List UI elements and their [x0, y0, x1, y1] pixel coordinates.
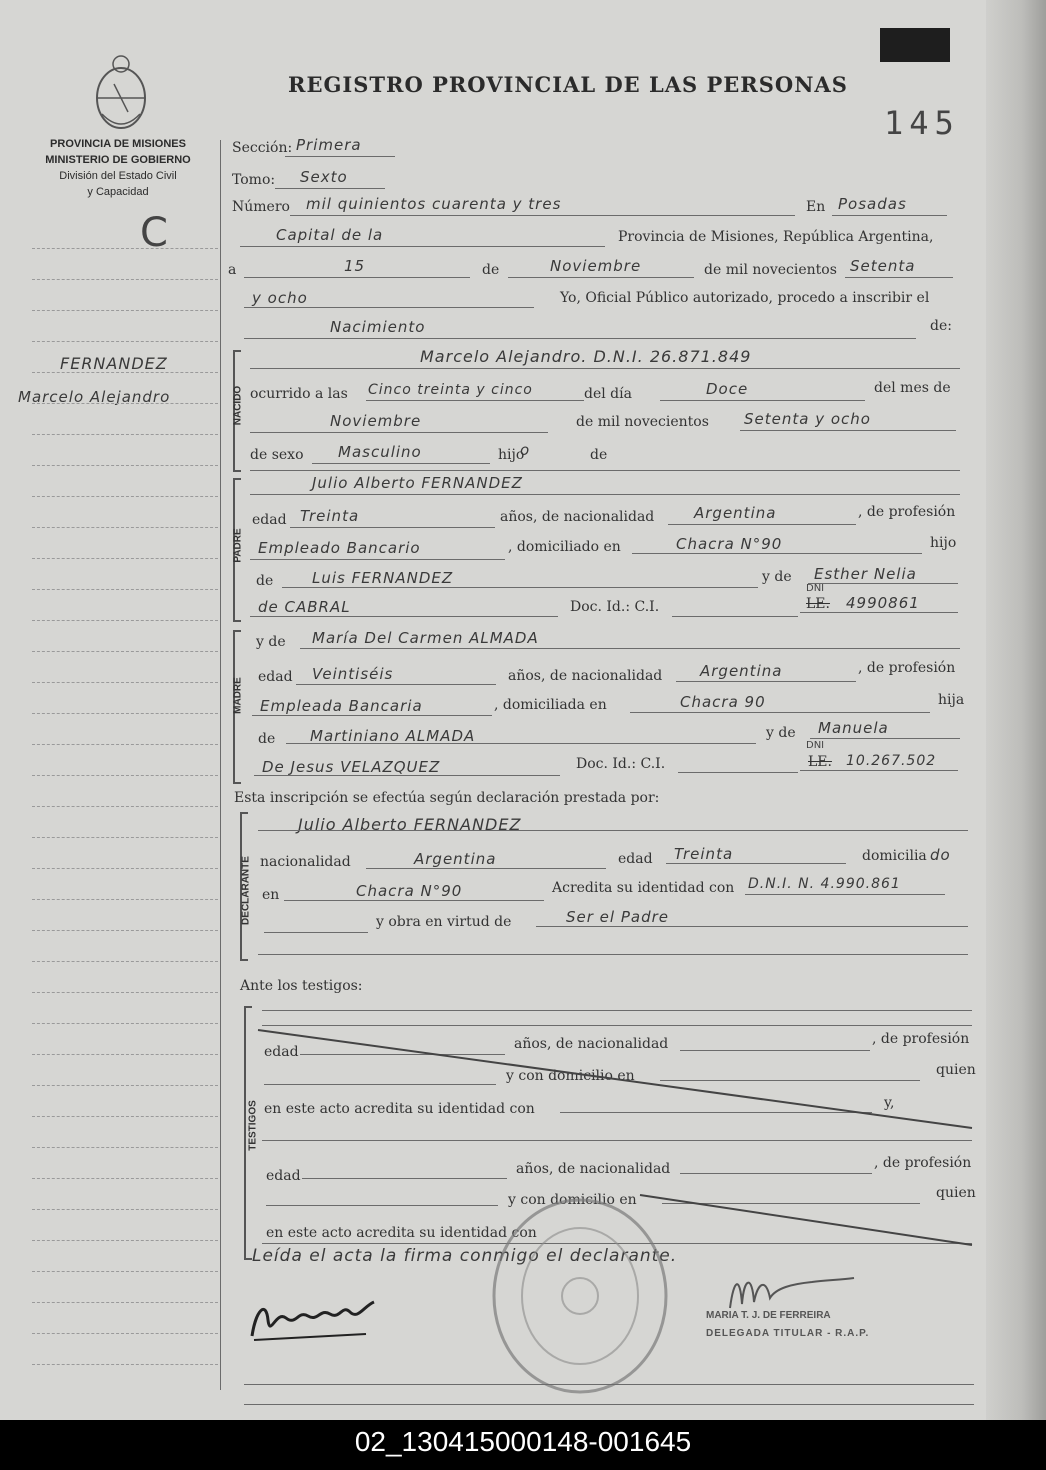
birth-year-value: Setenta y ocho — [744, 410, 871, 428]
day-value: 15 — [344, 257, 366, 275]
margin-given-names: Marcelo Alejandro — [18, 388, 171, 406]
padre-prof-label: , de profesión — [858, 504, 956, 520]
testigo2-dom-label: y con domicilio en — [508, 1192, 637, 1208]
section-padre: PADRE — [232, 528, 244, 563]
del-mes-label: del mes de — [874, 380, 951, 396]
madre-edad-label: edad — [258, 669, 293, 685]
padre-nac-label: años, de nacionalidad — [500, 509, 655, 525]
madre-yde2-label: y de — [766, 725, 796, 741]
testigo1-quien-label: quien — [936, 1062, 976, 1078]
city-value: Posadas — [838, 195, 907, 213]
padre-doc-type: LE. — [806, 596, 830, 612]
testigo1-dom-label: y con domicilio en — [506, 1068, 635, 1084]
city-continuation: Capital de la — [276, 226, 384, 244]
padre-de-label: de — [256, 573, 274, 589]
testigo2-edad-label: edad — [266, 1168, 301, 1184]
del-dia-label: del día — [584, 386, 632, 402]
hijo-label: hijo — [498, 447, 525, 463]
section-nacido: NACIDO — [232, 385, 244, 426]
father-age: Treinta — [300, 507, 360, 525]
a-label: a — [228, 262, 237, 278]
padre-hijo-label: hijo — [930, 535, 957, 551]
testigo2-quien-label: quien — [936, 1185, 976, 1201]
mother-name: María Del Carmen ALMADA — [312, 629, 539, 647]
month-value: Noviembre — [550, 257, 642, 275]
madre-yde-label: y de — [256, 634, 286, 650]
tomo-value: Sexto — [300, 168, 348, 186]
seccion-label: Sección: — [232, 140, 293, 156]
declarant-reason: Ser el Padre — [566, 908, 670, 926]
year-label: de mil novecientos — [704, 262, 837, 278]
declarant-id: D.N.I. N. 4.990.861 — [748, 876, 901, 892]
birth-month-value: Noviembre — [330, 412, 422, 430]
father-nationality: Argentina — [694, 504, 777, 522]
numero-value: mil quinientos cuarenta y tres — [306, 195, 562, 213]
madre-de-label: de — [258, 731, 276, 747]
act-type-value: Nacimiento — [330, 318, 426, 336]
declarante-en-label: en — [262, 887, 280, 903]
province-text: Provincia de Misiones, República Argentina, — [618, 229, 934, 245]
section-declarante: DECLARANTE — [240, 856, 252, 925]
mother-nationality: Argentina — [700, 662, 783, 680]
de-label: de — [482, 262, 500, 278]
mother-address: Chacra 90 — [680, 693, 766, 711]
ocurrido-label: ocurrido a las — [250, 386, 348, 402]
scan-identifier: 02_130415000148-001645 — [0, 1420, 1046, 1470]
margin-mark: C — [140, 210, 168, 256]
child-name: Marcelo Alejandro. D.N.I. 26.871.849 — [420, 347, 752, 366]
mother-profession: Empleada Bancaria — [260, 697, 423, 715]
declarante-intro: Esta inscripción se efectúa según declaración prestada por: — [234, 790, 660, 806]
father-name: Julio Alberto FERNANDEZ — [312, 474, 523, 492]
testigo2-prof-label: , de profesión — [874, 1155, 972, 1171]
madre-hija-label: hija — [938, 692, 965, 708]
folio-number: 145 — [884, 104, 960, 142]
year-value: Setenta — [850, 257, 916, 275]
year-continuation: y ocho — [252, 289, 308, 307]
tomo-label: Tomo: — [232, 172, 276, 188]
madre-doc-type: LE. — [808, 754, 832, 770]
paternal-grandmother-cont: de CABRAL — [258, 598, 351, 616]
paternal-grandmother: Esther Nelia — [814, 565, 917, 583]
declarant-signature — [246, 1290, 386, 1350]
padre-doc-type-note: DNI — [806, 583, 825, 594]
hijo-de-label: de — [590, 447, 608, 463]
issuing-authority: PROVINCIA DE MISIONES MINISTERIO DE GOBIERNO División del Estado Civil y Capacidad — [45, 138, 191, 198]
declarant-address: Chacra N°90 — [356, 882, 463, 900]
declarant-age: Treinta — [674, 845, 734, 863]
paternal-grandfather: Luis FERNANDEZ — [312, 569, 454, 587]
hijo-value: o — [520, 441, 531, 459]
father-address: Chacra N°90 — [676, 535, 783, 553]
padre-doc-label: Doc. Id.: C.I. — [570, 599, 660, 615]
maternal-grandmother: Manuela — [818, 719, 889, 737]
padre-dom-label: , domiciliado en — [508, 539, 621, 555]
father-document: 4990861 — [846, 594, 920, 612]
closing-statement: Leída el acta la firma conmigo el declarante. — [252, 1246, 678, 1266]
declarante-acr-label: Acredita su identidad con — [552, 880, 735, 896]
margin-surname: FERNANDEZ — [60, 354, 168, 373]
numero-label: Número — [232, 199, 290, 215]
sexo-label: de sexo — [250, 447, 304, 463]
official-seal-stamp — [490, 1196, 670, 1396]
nacido-year-label: de mil novecientos — [576, 414, 709, 430]
hour-value: Cinco treinta y cinco — [368, 382, 533, 398]
declarante-nac-label: nacionalidad — [260, 854, 351, 870]
mother-age: Veintiséis — [312, 665, 394, 683]
official-title: DELEGADA TITULAR - R.A.P. — [706, 1328, 870, 1339]
testigos-intro: Ante los testigos: — [240, 978, 363, 994]
testigo1-acr-label: en este acto acredita su identidad con — [264, 1101, 535, 1117]
testigo1-prof-label: , de profesión — [872, 1031, 970, 1047]
birth-day-value: Doce — [706, 380, 749, 398]
official-name: MARIA T. J. DE FERREIRA — [706, 1310, 831, 1321]
declarant-nationality: Argentina — [414, 850, 497, 868]
declarante-dom-suffix: do — [930, 846, 951, 864]
madre-dom-label: , domiciliada en — [494, 697, 607, 713]
document-title: REGISTRO PROVINCIAL DE LAS PERSONAS — [288, 72, 848, 97]
maternal-grandmother-cont: De Jesus VELAZQUEZ — [262, 758, 441, 776]
en-label: En — [806, 199, 826, 215]
testigo1-nac-label: años, de nacionalidad — [514, 1036, 669, 1052]
madre-doc-label: Doc. Id.: C.I. — [576, 756, 666, 772]
declarante-edad-label: edad — [618, 851, 653, 867]
padre-yde-label: y de — [762, 569, 792, 585]
declarante-obra-label: y obra en virtud de — [376, 914, 512, 930]
section-madre: MADRE — [232, 677, 244, 714]
testigo1-edad-label: edad — [264, 1044, 299, 1060]
testigo2-acr-label: en este acto acredita su identidad con — [266, 1225, 537, 1241]
declarante-dom-label: domicilia — [862, 848, 927, 864]
testigo1-y-label: y, — [884, 1095, 895, 1111]
officer-text: Yo, Oficial Público autorizado, procedo a inscribir el — [560, 290, 930, 306]
section-testigos: TESTIGOS — [247, 1100, 259, 1151]
madre-doc-type-note: DNI — [806, 740, 825, 751]
testigo2-nac-label: años, de nacionalidad — [516, 1161, 671, 1177]
madre-prof-label: , de profesión — [858, 660, 956, 676]
de-colon-label: de: — [930, 318, 952, 334]
mother-document: 10.267.502 — [846, 753, 937, 769]
declarant-name: Julio Alberto FERNANDEZ — [298, 815, 522, 834]
padre-edad-label: edad — [252, 512, 287, 528]
maternal-grandfather: Martiniano ALMADA — [310, 727, 476, 745]
father-profession: Empleado Bancario — [258, 539, 421, 557]
seccion-value: Primera — [296, 136, 362, 154]
sex-value: Masculino — [338, 443, 422, 461]
madre-nac-label: años, de nacionalidad — [508, 668, 663, 684]
